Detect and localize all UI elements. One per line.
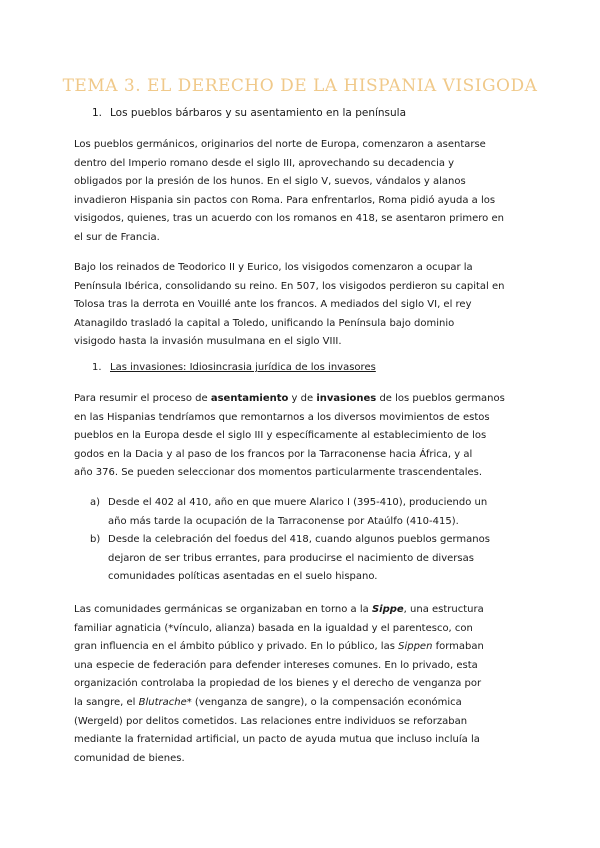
paragraph-line: visigodo hasta la invasión musulmana en el siglo VIII.: [74, 336, 342, 348]
list-item: [90, 494, 520, 531]
italic-term: Sippen: [398, 641, 433, 653]
paragraph-line: año 376. Se pueden seleccionar dos momentos particularmente trascendentales.: [74, 467, 483, 479]
paragraph-line: la sangre, el Blutrache* (venganza de sangre), o la compensación económica: [74, 696, 462, 708]
paragraph-line: invadieron Hispania sin pactos con Roma. Para enfrentarlos, Roma pidió ayuda a los: [74, 194, 496, 206]
paragraph-line: en las Hispanias tendríamos que remontarnos a los diversos movimientos de estos: [74, 411, 490, 423]
lettered-list: [90, 494, 520, 587]
page-title: TEMA 3. EL DERECHO DE LA HISPANIA VISIGODA: [62, 76, 538, 96]
paragraph-line: dentro del Imperio romano desde el siglo III, aprovechando su decadencia y: [74, 157, 455, 169]
paragraph-line: familiar agnaticia (*vínculo, alianza) basada en la igualdad y el parentesco, con: [74, 622, 473, 634]
paragraph-line: godos en la Dacia y al paso de los francos por la Tarraconense hacia África, y al: [74, 448, 473, 460]
bold-term: asentamiento: [210, 393, 289, 404]
paragraph-line: (Wergeld) por delitos cometidos. Las relaciones entre individuos se reforzaban: [74, 715, 468, 727]
paragraph-line: el sur de Francia.: [74, 231, 160, 243]
paragraph-line: gran influencia en el ámbito público y privado. En lo público, las Sippen formaban: [74, 641, 484, 653]
paragraph-line: Las comunidades germánicas se organizaban en torno a la Sippe, una estructura: [74, 604, 484, 615]
paragraph-line: mediante la fraternidad artificial, un pacto de ayuda mutua que incluso incluía la: [74, 734, 480, 746]
paragraph-line: obligados por la presión de los hunos. En el siglo V, suevos, vándalos y alanos: [74, 176, 466, 188]
italic-term: Blutrache*: [138, 696, 192, 708]
list-line: Desde la celebración del foedus del 418, cuando algunos pueblos germanos: [108, 534, 490, 546]
paragraph-line: Atanagildo trasladó la capital a Toledo, unificando la Península bajo dominio: [74, 317, 455, 329]
section-heading-2: [92, 362, 376, 373]
list-line: comunidades políticas asentadas en el suelo hispano.: [108, 571, 378, 583]
paragraph-line: visigodos, quienes, tras un acuerdo con los romanos en 418, se asentaron primero en: [74, 213, 504, 225]
list-marker: a): [90, 497, 101, 508]
section-number: 1.: [92, 362, 102, 373]
list-line: Desde el 402 al 410, año en que muere Alarico I (395-410), produciendo un: [108, 497, 488, 508]
list-line: dejaron de ser tribus errantes, para producirse el nacimiento de diversas: [108, 552, 474, 564]
list-item: [90, 531, 520, 587]
paragraph-line: una especie de federación para defender intereses comunes. En lo privado, esta: [74, 659, 478, 671]
paragraph-line: Bajo los reinados de Teodorico II y Eurico, los visigodos comenzaron a ocupar la: [74, 262, 473, 273]
paragraph-line: pueblos en la Europa desde el siglo III y específicamente al establecimiento de los: [74, 430, 487, 442]
paragraph-2: [74, 259, 514, 352]
section-heading-text: Los pueblos bárbaros y su asentamiento en la península: [110, 107, 407, 119]
paragraph-line: Los pueblos germánicos, originarios del norte de Europa, comenzaron a asentarse: [74, 139, 486, 150]
bold-term: invasiones: [316, 393, 377, 404]
section-number: 1.: [92, 107, 103, 119]
section-heading-1: [92, 107, 406, 119]
bold-term: Sippe: [371, 604, 404, 615]
paragraph-line: Tolosa tras la derrota en Vouillé ante los francos. A mediados del siglo VI, el rey: [74, 299, 472, 311]
paragraph-line: organización controlaba la propiedad de los bienes y el derecho de venganza por: [74, 678, 482, 690]
paragraph-3: [74, 390, 514, 483]
section-heading-text: Las invasiones: Idiosincrasia jurídica de los invasores: [110, 362, 376, 373]
list-line: año más tarde la ocupación de la Tarraconense por Ataúlfo (410-415).: [108, 515, 459, 527]
paragraph-1: [74, 136, 514, 248]
paragraph-line: Para resumir el proceso de asentamiento y de invasiones de los pueblos germanos: [74, 393, 505, 404]
paragraph-4: [74, 601, 514, 768]
list-marker: b): [90, 534, 101, 546]
paragraph-line: Península Ibérica, consolidando su reino. En 507, los visigodos perdieron su capital en: [74, 280, 505, 292]
paragraph-line: comunidad de bienes.: [74, 752, 185, 764]
